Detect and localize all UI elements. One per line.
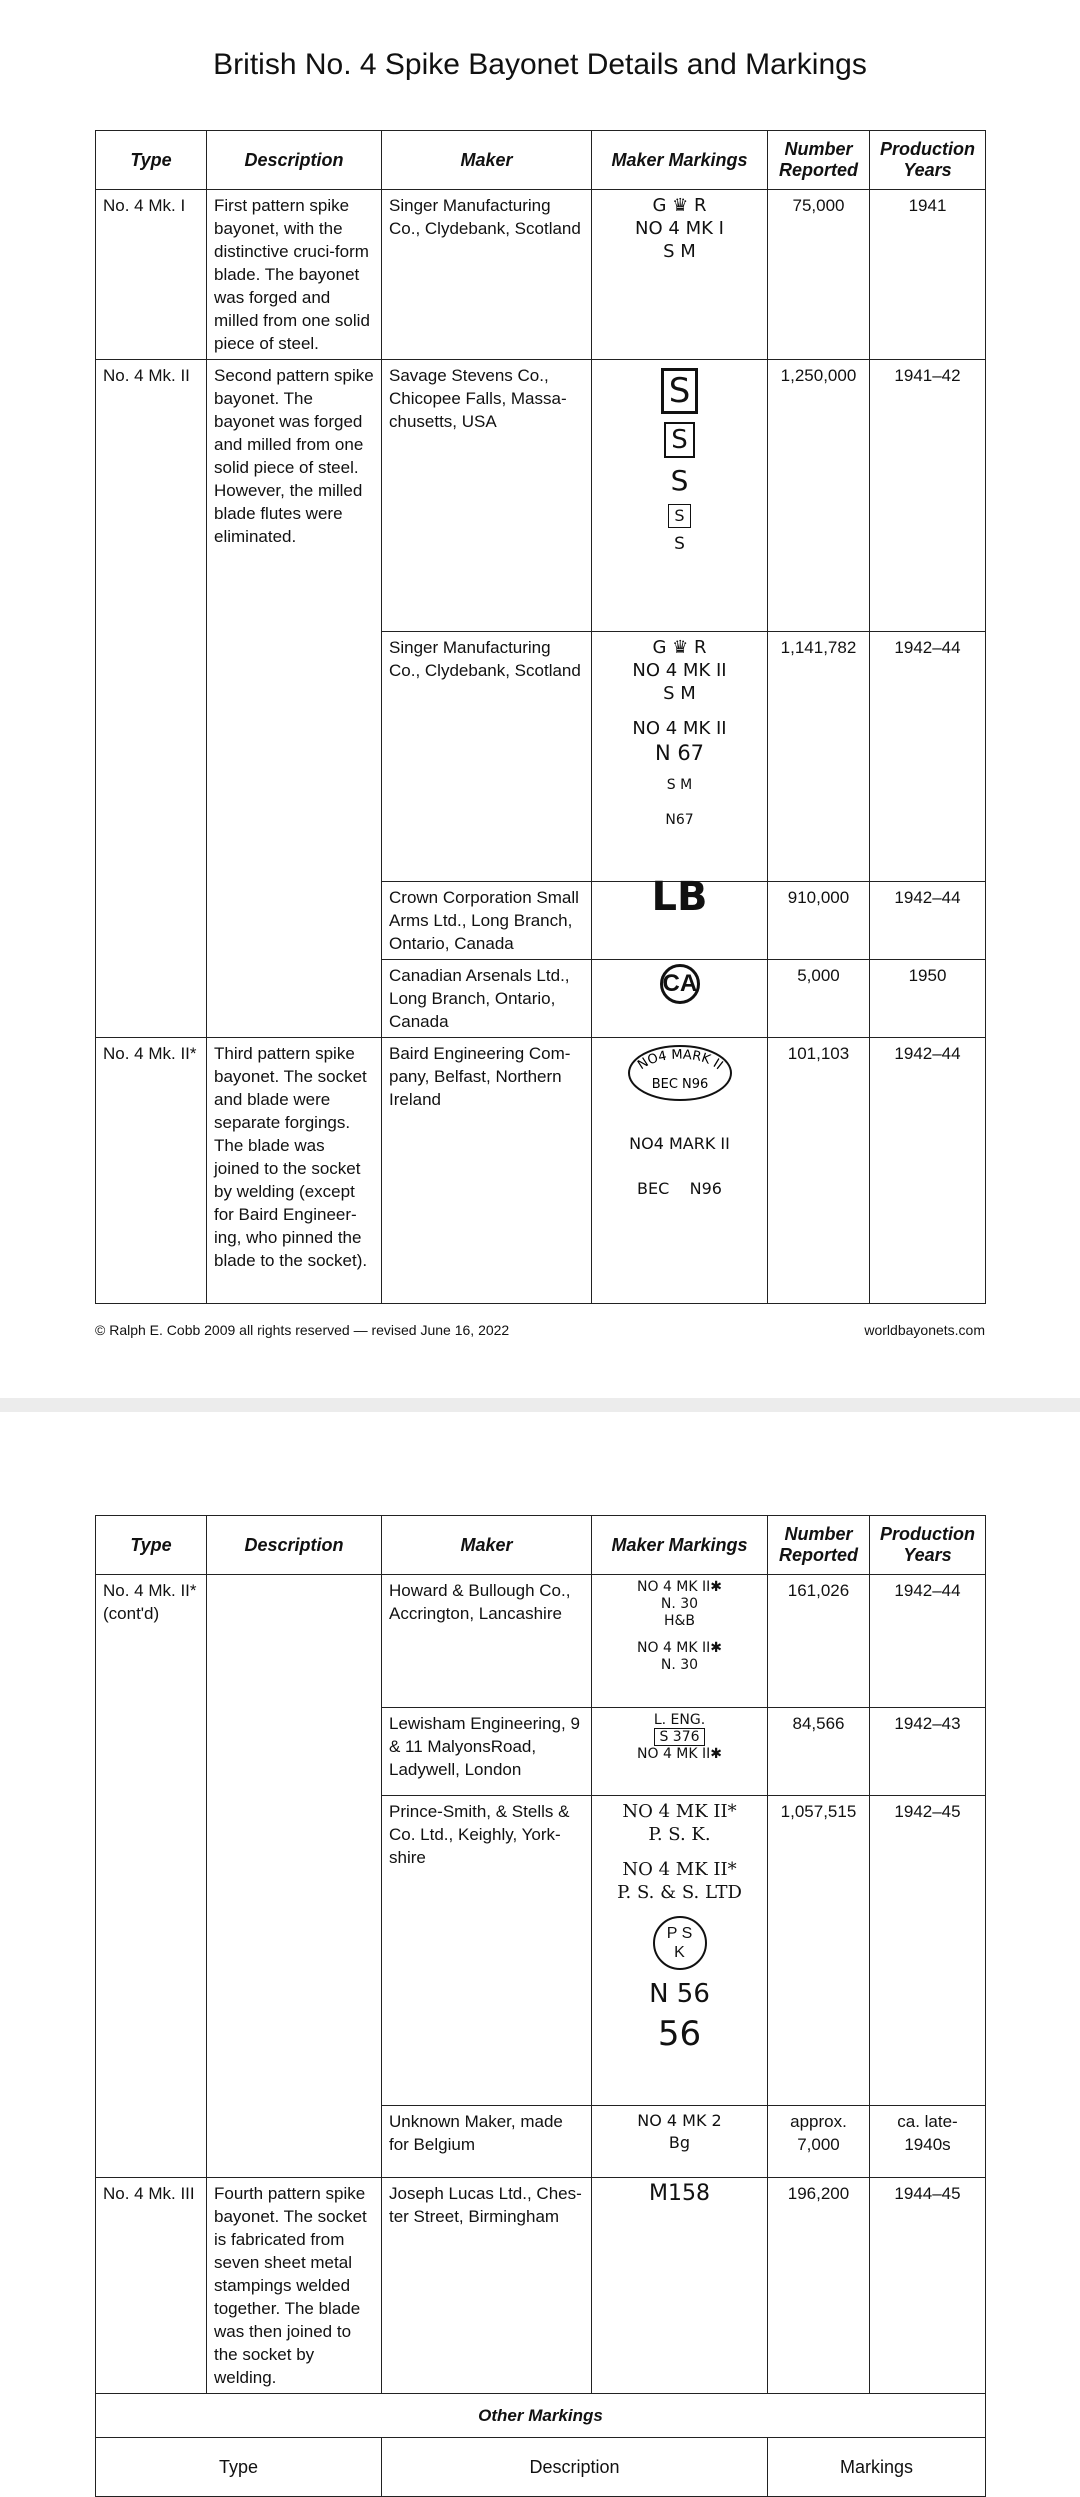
markings-cell — [592, 1575, 768, 1708]
maker-cell: Joseph Lucas Ltd., Ches-ter Street, Birmingham — [382, 2178, 592, 2394]
boxed-marking: S 376 — [654, 1728, 704, 1746]
long-branch-logo: LB — [651, 874, 708, 920]
table-row — [96, 2178, 986, 2394]
table-row — [96, 1575, 986, 1708]
maker-cell: Howard & Bullough Co., Accrington, Lancashire — [382, 1575, 592, 1708]
marking-line: Bg — [668, 2133, 691, 2152]
other-markings-header-row — [96, 2438, 986, 2497]
marking-line: S M — [666, 777, 693, 793]
header-production-years: Production Years — [870, 131, 986, 190]
number-cell: 75,000 — [768, 190, 870, 360]
description-cell: Fourth pattern spike bayonet. The socket is fabricated from seven sheet metal stampings welded together. The blade was then joined to the socket by welding. — [207, 2178, 382, 2394]
type-cell: No. 4 Mk. I — [96, 190, 207, 360]
maker-cell: Lewisham Engineering, 9 & 11 MalyonsRoad, Ladywell, London — [382, 1708, 592, 1796]
marking-line: NO 4 MK II✱ — [637, 1579, 722, 1595]
page-separator — [0, 1398, 1080, 1412]
savage-s-logo: S — [664, 422, 695, 458]
canadian-arsenals-logo: CA — [660, 964, 700, 1004]
savage-s-logo: S — [674, 534, 685, 554]
marking-line: N 67 — [654, 741, 705, 765]
type-cell: No. 4 Mk. II* — [96, 1038, 207, 1304]
markings-cell — [592, 360, 768, 632]
table-header-row — [96, 131, 986, 190]
maker-cell: Savage Stevens Co., Chicopee Falls, Massa-chusetts, USA — [382, 360, 592, 632]
savage-s-logo: S — [668, 504, 690, 528]
marking-line: NO 4 MK II✱ — [637, 1746, 722, 1762]
page-title: British No. 4 Spike Bayonet Details and Markings — [213, 48, 867, 81]
years-cell: 1942–44 — [870, 632, 986, 882]
marking-line: P. S. K. — [648, 1824, 711, 1845]
markings-cell — [592, 2106, 768, 2178]
header-type: Type — [96, 1516, 207, 1575]
marking-line: H&B — [663, 1613, 696, 1629]
stamp-top-text: NO4 MARK II — [634, 1047, 725, 1074]
markings-cell — [592, 1796, 768, 2106]
years-cell: 1942–44 — [870, 1038, 986, 1304]
marking-line: S M — [663, 683, 696, 704]
markings-cell — [592, 960, 768, 1038]
stamp-line: P S — [666, 1925, 693, 1942]
years-cell: 1941–42 — [870, 360, 986, 632]
years-cell: 1950 — [870, 960, 986, 1038]
table-row — [96, 1038, 986, 1304]
number-cell: 1,141,782 — [768, 632, 870, 882]
maker-cell: Singer Manufacturing Co., Clydebank, Scotland — [382, 632, 592, 882]
other-header-description: Description — [382, 2438, 768, 2497]
marking-line: N67 — [665, 812, 694, 828]
description-cell — [207, 1575, 382, 2178]
marking-line: N. 30 — [660, 1657, 699, 1673]
bayonet-table-page-one — [95, 130, 986, 1304]
header-type: Type — [96, 131, 207, 190]
number-cell: 910,000 — [768, 882, 870, 960]
header-maker: Maker — [382, 1516, 592, 1575]
number-cell: 196,200 — [768, 2178, 870, 2394]
other-markings-heading: Other Markings — [96, 2394, 986, 2438]
stamp-line: K — [674, 1944, 685, 1961]
marking-line: NO 4 MK 2 — [637, 2111, 722, 2130]
markings-cell — [592, 632, 768, 882]
markings-cell — [592, 2178, 768, 2394]
years-cell: 1941 — [870, 190, 986, 360]
years-cell: 1944–45 — [870, 2178, 986, 2394]
years-cell: 1942–44 — [870, 1575, 986, 1708]
marking-line: NO 4 MK II — [632, 660, 727, 681]
stamp-bottom-text: BEC N96 — [651, 1077, 708, 1092]
maker-cell: Unknown Maker, made for Belgium — [382, 2106, 592, 2178]
markings-cell — [592, 1038, 768, 1304]
table-row — [96, 190, 986, 360]
marking-line: NO4 MARK II — [629, 1134, 730, 1153]
description-cell: Third pattern spike bayonet. The socket and blade were separate forgings. The blade was joined to the socket by welding (except for Baird Engineer-ing, who pinned the blade to the socket). — [207, 1038, 382, 1304]
number-cell: 101,103 — [768, 1038, 870, 1304]
marking-line: G ♛ R — [652, 195, 707, 216]
type-cell: No. 4 Mk. III — [96, 2178, 207, 2394]
header-number-reported: Number Reported — [768, 1516, 870, 1575]
markings-cell — [592, 874, 768, 960]
baird-oval-stamp — [625, 1042, 735, 1104]
number-cell: 84,566 — [768, 1708, 870, 1796]
marking-line: BEC N96 — [637, 1179, 722, 1198]
number-cell: approx. 7,000 — [768, 2106, 870, 2178]
site-footer: worldbayonets.com — [864, 1322, 985, 1338]
marking-line: N. 30 — [660, 1596, 699, 1612]
savage-s-logo: S — [670, 464, 689, 497]
bayonet-table-page-two — [95, 1515, 986, 2497]
maker-cell: Canadian Arsenals Ltd., Long Branch, Ontario, Canada — [382, 960, 592, 1038]
marking-line: L. ENG. — [653, 1712, 706, 1728]
markings-cell — [592, 190, 768, 360]
header-number-reported: Number Reported — [768, 131, 870, 190]
header-maker-markings: Maker Markings — [592, 131, 768, 190]
number-cell: 161,026 — [768, 1575, 870, 1708]
marking-line: 56 — [657, 2014, 702, 2054]
maker-cell: Singer Manufacturing Co., Clydebank, Scotland — [382, 190, 592, 360]
marking-line: NO 4 MK II✱ — [637, 1640, 722, 1656]
years-cell: ca. late-1940s — [870, 2106, 986, 2178]
maker-cell: Crown Corporation Small Arms Ltd., Long Branch, Ontario, Canada — [382, 882, 592, 960]
marking-line: P. S. & S. LTD — [617, 1882, 742, 1903]
description-cell: First pattern spike bayonet, with the distinctive cruci-form blade. The bayonet was forged and milled from one solid piece of steel. — [207, 190, 382, 360]
header-maker: Maker — [382, 131, 592, 190]
description-cell: Second pattern spike bayonet. The bayonet was forged and milled from one solid piece of steel. However, the milled blade flutes were eliminated. — [207, 360, 382, 1038]
marking-line: N 56 — [649, 1979, 710, 2009]
marking-line: G ♛ R — [652, 637, 707, 658]
header-description: Description — [207, 1516, 382, 1575]
maker-cell: Prince-Smith, & Stells & Co. Ltd., Keighly, York-shire — [382, 1796, 592, 2106]
years-cell: 1942–45 — [870, 1796, 986, 2106]
maker-cell: Baird Engineering Com-pany, Belfast, Northern Ireland — [382, 1038, 592, 1304]
page-two — [0, 1412, 1080, 2477]
markings-cell — [592, 1708, 768, 1796]
other-header-type: Type — [96, 2438, 382, 2497]
marking-line: NO 4 MK II* — [622, 1859, 737, 1880]
table-row — [96, 360, 986, 632]
other-markings-heading-row — [96, 2394, 986, 2438]
marking-line: NO 4 MK II* — [622, 1801, 737, 1822]
years-cell: 1942–44 — [870, 882, 986, 960]
savage-s-logo: S — [661, 368, 699, 414]
number-cell: 1,250,000 — [768, 360, 870, 632]
psk-circle-stamp — [653, 1916, 707, 1970]
copyright-footer: © Ralph E. Cobb 2009 all rights reserved — revised June 16, 2022 — [95, 1322, 510, 1338]
marking-line: S M — [663, 241, 696, 262]
type-cell: No. 4 Mk. II* (cont'd) — [96, 1575, 207, 2178]
number-cell: 1,057,515 — [768, 1796, 870, 2106]
header-production-years: Production Years — [870, 1516, 986, 1575]
header-maker-markings: Maker Markings — [592, 1516, 768, 1575]
type-cell: No. 4 Mk. II — [96, 360, 207, 1038]
other-header-markings: Markings — [768, 2438, 986, 2497]
years-cell: 1942–43 — [870, 1708, 986, 1796]
number-cell: 5,000 — [768, 960, 870, 1038]
table-header-row — [96, 1516, 986, 1575]
header-description: Description — [207, 131, 382, 190]
marking-line: NO 4 MK I — [635, 218, 724, 239]
marking-line: NO 4 MK II — [632, 718, 727, 739]
marking-line: M158 — [649, 2181, 710, 2206]
